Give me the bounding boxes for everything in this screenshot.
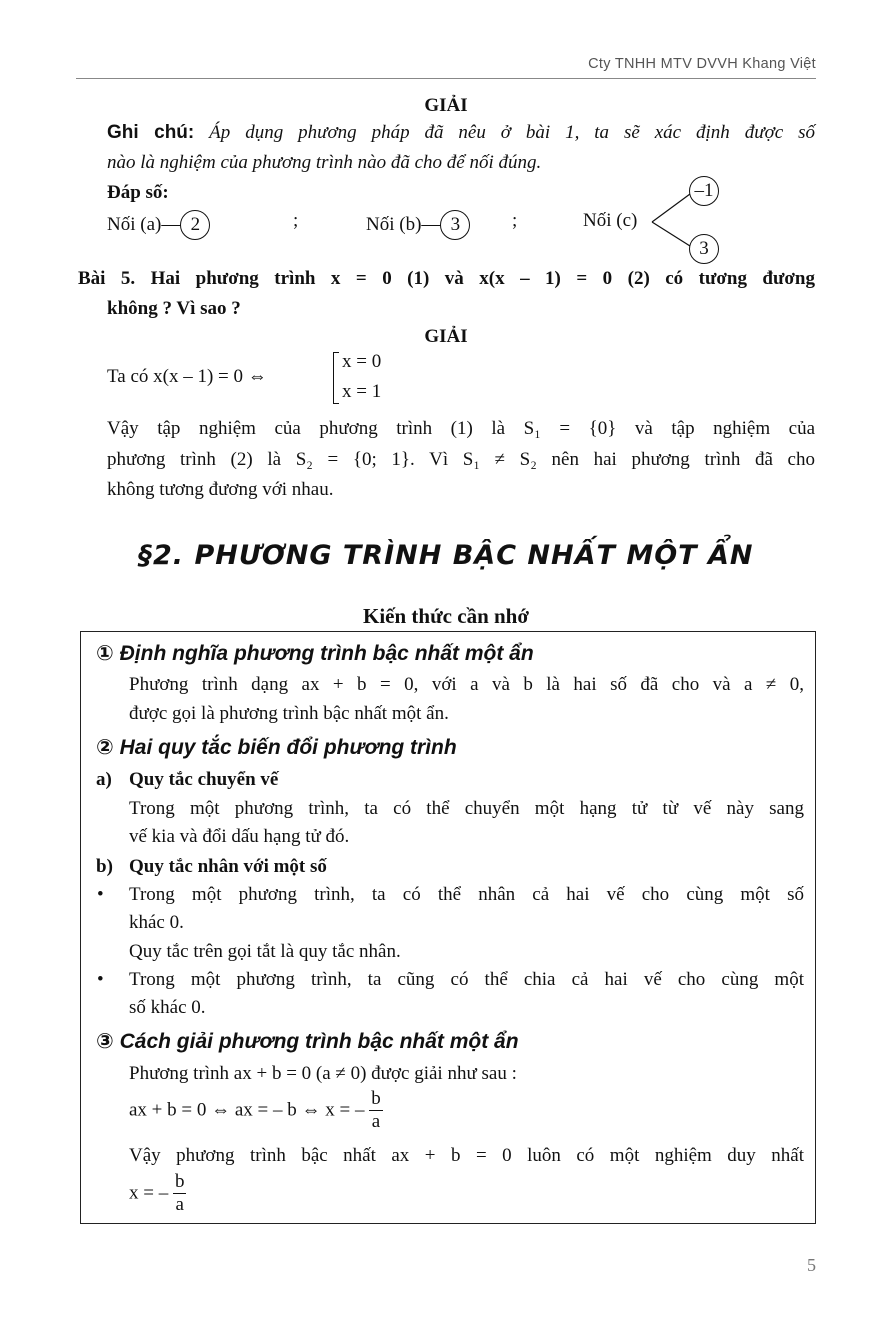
rule-a-title: Quy tắc chuyển vế [129,769,279,790]
box-heading-1-text: Định nghĩa phương trình bậc nhất một ẩn [119,642,534,665]
conclusion-line: Vậy phương trình bậc nhất ax + b = 0 luôn có một nghiệm duy nhất [129,1145,804,1166]
bullet-1-icon: • [97,884,104,905]
section-2-subtitle: Kiến thức cần nhớ [362,604,529,628]
section-2-title-wrap [0,540,892,571]
fraction-b-over-a-2 [173,1171,187,1216]
circled-answer-a: 2 [180,210,210,240]
answer-label: Đáp số: [107,182,169,203]
fraction-b-over-a [369,1088,383,1133]
case-2: x = 1 [342,381,382,402]
note-text-1: Áp dụng phương pháp đã nêu ở bài 1, ta sẽ xác định được số [209,122,815,143]
circled-number-1-icon: ① [96,642,114,665]
rule-a-line-1: Trong một phương trình, ta có thể chuyển một hạng tử từ vế này sang [129,798,804,819]
connect-b-label: Nối (b)— [366,214,441,235]
box-heading-3-text: Cách giải phương trình bậc nhất một ẩn [119,1030,519,1053]
unique-solution-text: x = – [129,1182,169,1204]
fraction-numerator: b [371,1088,381,1109]
solution-heading-5-text: GIẢI [424,326,468,347]
box-heading-1 [96,641,534,666]
solution-heading-text: GIẢI [424,95,468,116]
bullet-2-icon: • [97,969,104,990]
fraction-numerator-2: b [174,1171,185,1192]
fraction-denominator: a [371,1111,381,1132]
definition-line-1: Phương trình dạng ax + b = 0, với a và b là hai số đã cho và a ≠ 0, [129,674,804,695]
subtitle-wrap [0,604,892,629]
connect-b [366,210,470,240]
rule-a-line-2: vế kia và đổi dấu hạng tử đó. [129,826,350,847]
case-bracket [333,352,334,404]
rule-b-title: Quy tắc nhân với một số [129,856,327,877]
exercise-5-paragraph-3: không tương đương với nhau. [107,479,334,500]
circled-number-2-icon: ② [96,736,114,759]
rule-b2-line-1: Trong một phương trình, ta cũng có thể chia cả hai vế cho cùng một [129,969,804,990]
circled-answer-c1: –1 [689,176,719,206]
exercise-5-line-1: Bài 5. Hai phương trình x = 0 (1) và x(x – 1) = 0 (2) có tương đương [78,268,815,289]
note-line-2: nào là nghiệm của phương trình nào đã cho để nối đúng. [107,152,542,173]
publisher-header: Cty TNHH MTV DVVH Khang Việt [588,56,816,72]
solution-heading-5 [0,326,892,348]
definition-line-2: được gọi là phương trình bậc nhất một ẩn. [129,703,449,724]
separator-1: ; [293,210,299,231]
exercise-5-paragraph-1: Vậy tập nghiệm của phương trình (1) là S₁ = {0} và tập nghiệm của [107,418,815,439]
unique-solution [129,1171,186,1216]
connect-a [107,210,210,240]
connect-a-label: Nối (a)— [107,214,181,235]
header-rule [76,78,816,79]
solve-line-1: Phương trình ax + b = 0 (a ≠ 0) được giải như sau : [129,1063,517,1084]
solve-equation-text: ax + b = 0 ⇔ ax = – b ⇔ x = – [129,1099,365,1121]
connect-c-label: Nối (c) [583,210,638,231]
circled-answer-b: 3 [440,210,470,240]
rule-a-label: a) [96,769,112,790]
fraction-denominator-2: a [175,1194,184,1215]
rule-b-label: b) [96,856,113,877]
solve-equation [129,1088,383,1133]
note-line-1 [107,122,815,144]
box-heading-3 [96,1029,519,1054]
solution-heading [0,95,892,117]
box-heading-2 [96,735,457,760]
rule-b2-line-2: số khác 0. [129,997,206,1018]
case-1: x = 0 [342,351,382,372]
exercise-5-line-2: không ? Vì sao ? [107,298,241,319]
circled-number-3-icon: ③ [96,1030,114,1053]
section-2-title: §2. PHƯƠNG TRÌNH BẬC NHẤT MỘT ẨN [138,540,754,571]
rule-b1-line-1: Trong một phương trình, ta có thể nhân cả hai vế cho cùng một số [129,884,804,905]
note-label: Ghi chú: [107,122,195,143]
separator-2: ; [512,210,518,231]
exercise-5-paragraph-2: phương trình (2) là S₂ = {0; 1}. Vì S₁ ≠ S₂ nên hai phương trình đã cho [107,449,815,470]
ta-co-equation: Ta có x(x – 1) = 0 ⇔ [107,366,267,387]
rule-b1-line-2: khác 0. [129,912,184,933]
rule-b1-line-3: Quy tắc trên gọi tắt là quy tắc nhân. [129,941,401,962]
box-heading-2-text: Hai quy tắc biến đổi phương trình [119,736,457,759]
circled-answer-c2: 3 [689,234,719,264]
page-number: 5 [807,1255,816,1275]
